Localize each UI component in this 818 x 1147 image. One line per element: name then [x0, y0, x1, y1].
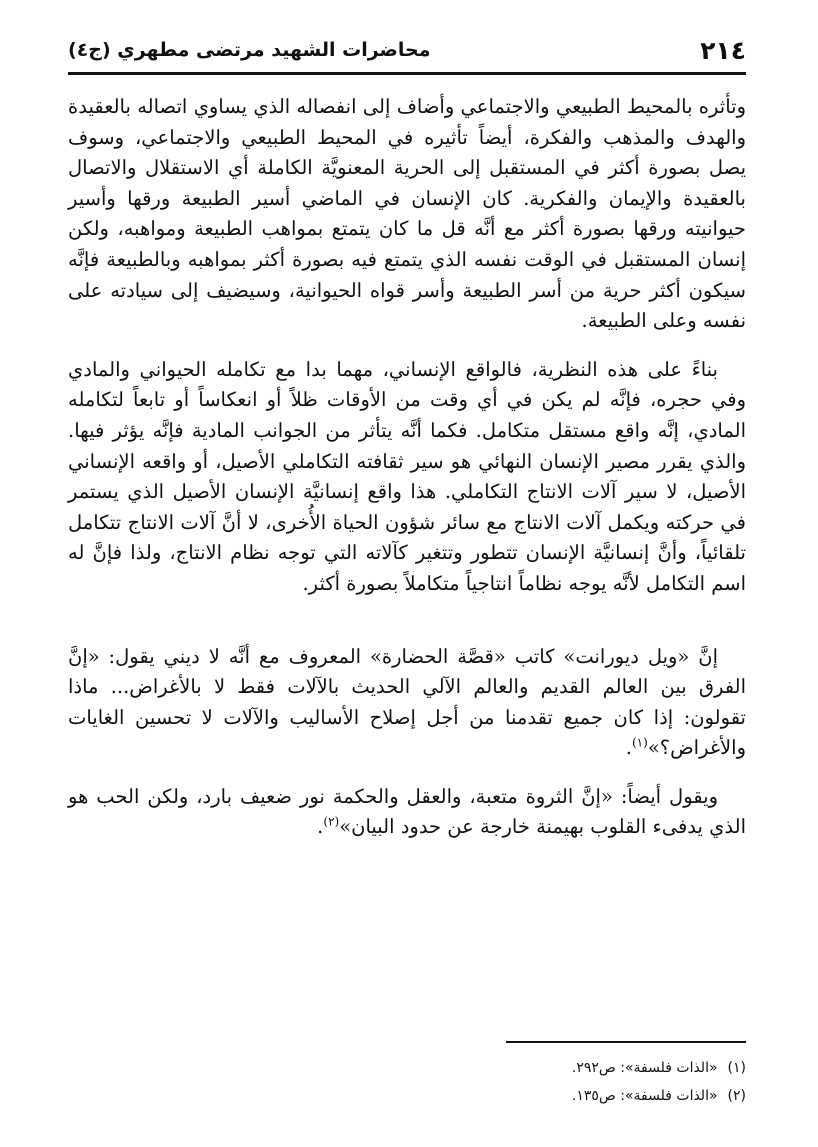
footnote-number: (٢) — [727, 1088, 746, 1104]
header-divider — [68, 72, 746, 75]
paragraph-end: . — [317, 815, 324, 839]
paragraph-text: وتأثره بالمحيط الطبيعي والاجتماعي وأضاف إلى انفصاله الذي يساوي اتصاله بالعقيدة والهدف والمذهب والفكرة، أيضاً تأثيره في المحيط الطبيعي والاجتماعي، وسوف يصل بصورة أكثر في المستقبل إلى الحرية المعنويَّة الكاملة أي الاستقلال والاتصال بالعقيدة والإيمان والفكرية. كان الإنسان في الماضي أسير الطبيعة ورقها وأسير حيوانيته ورقها بصورة أكثر مع أنَّه قل ما كان يتمتع بمواهب الطبيعة ومواهبه، ولكن إنسان المستقبل في الوقت نفسه الذي يتمتع فيه بصورة أكثر بمواهبه وبالطبيعة فإنَّه سيكون أكثر حرية من أسر الطبيعة وأسر قواه الحيوانية، وسيضيف إلى سيادته على نفسه وعلى الطبيعة. — [68, 95, 746, 333]
paragraph-text: ويقول أيضاً: «إنَّ الثروة متعبة، والعقل والحكمة نور ضعيف بارد، ولكن الحب هو الذي يدفىء القلوب بهيمنة خارجة عن حدود البيان» — [68, 784, 746, 839]
paragraph-end: . — [625, 736, 632, 760]
footnote-text: «الذات فلسفة»: ص٢٩٢. — [571, 1060, 718, 1076]
main-text — [68, 92, 746, 861]
paragraph-4 — [68, 782, 746, 843]
paragraph-3 — [68, 642, 746, 764]
paragraph-text: بناءً على هذه النظرية، فالواقع الإنساني، مهما بدا مع تكامله الحيواني والمادي وفي حجره، فإنَّه لم يكن في أي وقت من الأوقات ظلاً أو انعكاساً أو تابعاً لتكامله المادي، إنَّه واقع مستقل متكامل. فكما أنَّه يتأثر من الجوانب المادية فإنَّه يؤثر فيها. والذي يقرر مصير الإنسان النهائي هو سير ثقافته التكاملي الأصيل، أو واقعه الإنساني الأصيل، لا سير آلات الانتاج التكاملي. هذا واقع إنسانيَّة الإنسان الأصيل الذي يستمر في حركته ويكمل آلات الانتاج مع سائر شؤون الحياة الأُخرى، لا أنَّ آلات الانتاج تتكامل تلقائياً، وأنَّ إنسانيَّة الإنسان تتطور وتتغير كآلاته التي توجه نظام الانتاج، ولذا فإنَّ له اسم التكامل لأنَّه يوجه نظاماً انتاجياً متكاملاً بصورة أكثر. — [68, 357, 746, 595]
footnote-number: (١) — [727, 1060, 746, 1076]
paragraph-1 — [68, 92, 746, 337]
footnote-2 — [68, 1082, 746, 1110]
footnote-ref-2[interactable]: (٢) — [323, 814, 340, 829]
footnotes — [68, 1054, 746, 1110]
footnote-text: «الذات فلسفة»: ص١٣٥. — [571, 1088, 718, 1104]
footnote-1 — [68, 1054, 746, 1082]
page-header — [68, 30, 746, 70]
footnote-divider — [506, 1041, 746, 1043]
page-number: ٢١٤ — [700, 35, 746, 65]
paragraph-text: إنَّ «ويل ديورانت» كاتب «قصَّة الحضارة» المعروف مع أنَّه لا ديني يقول: «إنَّ الفرق بين العالم القديم والعالم الآلي الحديث بالآلات فقط لا بالأغراض... ماذا تقولون: إذا كان جميع تقدمنا من أجل إصلاح الأساليب والآلات لا تحسين الغايات والأغراض؟» — [68, 644, 746, 760]
paragraph-2 — [68, 355, 746, 600]
footnote-ref-1[interactable]: (١) — [631, 735, 648, 750]
running-title: محاضرات الشهيد مرتضى مطهري (ج٤) — [68, 39, 431, 61]
